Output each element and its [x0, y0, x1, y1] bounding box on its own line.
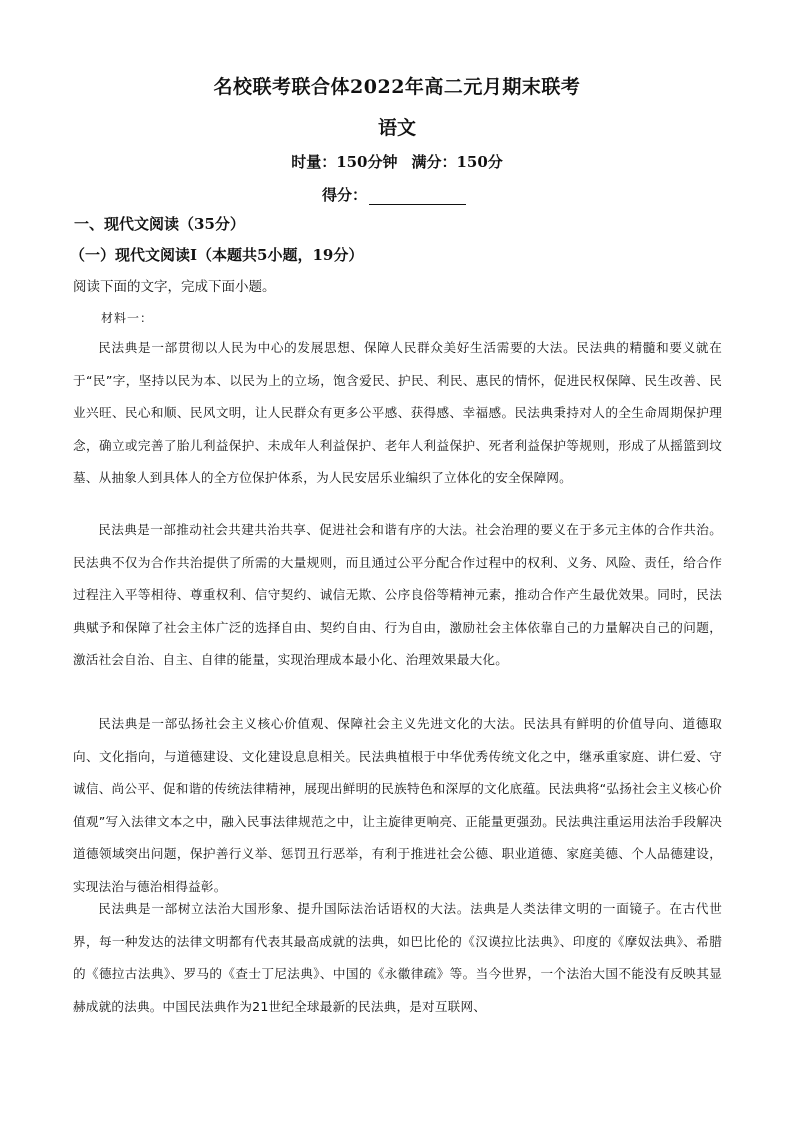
subject-title: 语文 [377, 117, 416, 139]
section-heading: 一、现代文阅读（35分） [74, 215, 245, 233]
time-limit-label: 时量：150分钟 [291, 153, 398, 171]
body-paragraph: 民法典是一部弘扬社会主义核心价值观、保障社会主义先进文化的大法。民法具有鲜明的价值导向、道德取向、文化指向，与道德建设、文化建设息息相关。民法典植根于中华优秀传统文化之中，继承重家庭、讲仁爱、守诚信、尚公平、促和谐的传统法律精神，展现出鲜明的民族特色和深厚的文化底蕴。民法典将“弘扬社会主义核心价值观”写入法律文本之中，融入民事法律规范之中，让主旋律更响亮、正能量更强劲。民法典注重运用法治手段解决道德领域突出问题，保护善行义举、惩罚丑行恶举，有利于推进社会公德、职业道德、家庭美德、个人品德建设，实现法治与德治相得益彰。 [73, 716, 722, 894]
score-blank-line[interactable] [369, 188, 466, 205]
body-paragraph: 民法典是一部树立法治大国形象、提升国际法治话语权的大法。法典是人类法律文明的一面镜子。在古代世界，每一种发达的法律文明都有代表其最高成就的法典，如巴比伦的《汉谟拉比法典》、印度的《摩奴法典》、希腊的《德拉古法典》、罗马的《查士丁尼法典》、中国的《永徽律疏》等。当今世界，一个法治大国不能没有反映其显赫成就的法典。中国民法典作为21世纪全球最新的民法典，是对互联网、 [73, 901, 722, 1014]
score-field-label: 得分： [322, 186, 368, 204]
full-score-label: 满分：150分 [411, 153, 503, 171]
score-field [322, 184, 466, 205]
exam-title: 名校联考联合体2022年高二元月期末联考 [213, 76, 581, 98]
material-label: 材料一： [101, 311, 154, 325]
body-paragraph: 民法典是一部推动社会共建共治共享、促进社会和谐有序的大法。社会治理的要义在于多元主体的合作共治。民法典不仅为合作共治提供了所需的大量规则，而且通过公平分配合作过程中的权利、义务、风险、责任，给合作过程注入平等相待、尊重权利、信守契约、诚信无欺、公序良俗等精神元素，推动合作产生最优效果。同时，民法典赋予和保障了社会主体广泛的选择自由、契约自由、行为自由，激励社会主体依靠自己的力量解决自己的问题，激活社会自治、自主、自律的能量，实现治理成本最小化、治理效果最大化。 [73, 522, 722, 667]
reading-instruction: 阅读下面的文字，完成下面小题。 [73, 279, 276, 295]
subsection-heading: （一）现代文阅读Ⅰ（本题共5小题，19分） [70, 246, 364, 264]
exam-info-line [0, 151, 794, 172]
body-paragraph: 民法典是一部贯彻以人民为中心的发展思想、保障人民群众美好生活需要的大法。民法典的精髓和要义就在于“民”字，坚持以民为本、以民为上的立场，饱含爱民、护民、利民、惠民的情怀，促进民权保障、民生改善、民业兴旺、民心和顺、民风文明，让人民群众有更多公平感、获得感、幸福感。民法典秉持对人的全生命周期保护理念，确立或完善了胎儿利益保护、未成年人利益保护、老年人利益保护、死者利益保护等规则，形成了从摇篮到坟墓、从抽象人到具体人的全方位保护体系，为人民安居乐业编织了立体化的安全保障网。 [73, 340, 722, 485]
